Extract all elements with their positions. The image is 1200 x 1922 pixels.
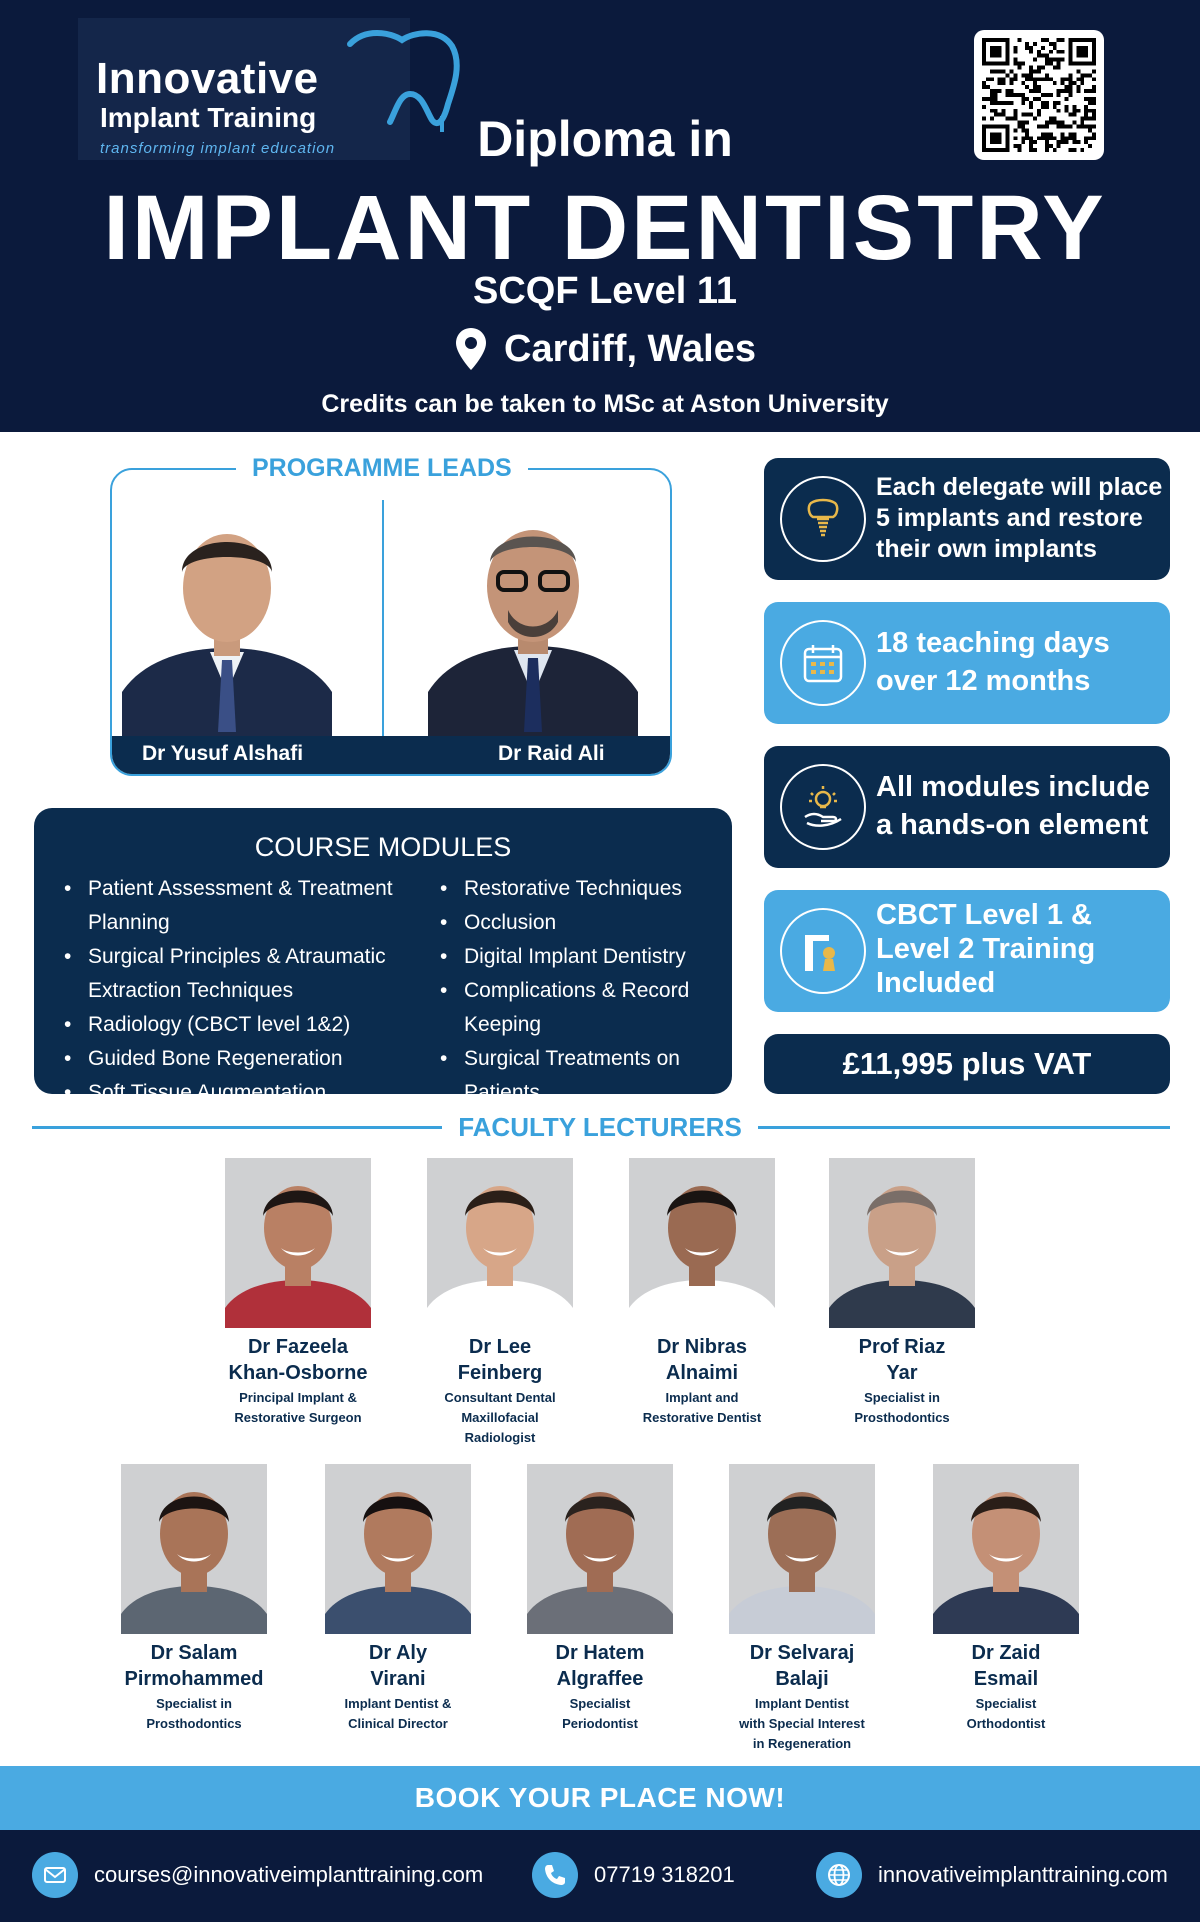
faculty-photo (225, 1158, 371, 1328)
website-contact[interactable] (816, 1852, 1168, 1898)
email-icon (32, 1852, 78, 1898)
phone-contact[interactable] (532, 1852, 735, 1898)
module-item: • Occlusion (440, 911, 557, 934)
credits-note: Credits can be taken to MSc at Aston University (321, 390, 889, 418)
modules-column-1 (54, 872, 424, 1110)
faculty-role: Principal Implant & Restorative Surgeon (234, 1390, 362, 1425)
logo-line-1: Innovative (96, 54, 319, 103)
calendar-icon-circle (780, 620, 866, 706)
feature-text: CBCT Level 1 & Level 2 Training Included (876, 899, 1096, 999)
module-item: • Surgical Treatments on Patients (440, 1047, 680, 1104)
contact-footer (0, 1830, 1200, 1922)
website-text[interactable]: innovativeimplanttraining.com (878, 1862, 1168, 1887)
module-item: • Surgical Principles & Atraumatic (64, 945, 386, 968)
faculty-photo (829, 1158, 975, 1328)
faculty-photo (729, 1464, 875, 1634)
faculty-name: Dr Zaid Esmail (971, 1642, 1041, 1690)
faculty-name: Dr Lee Feinberg (457, 1336, 543, 1384)
faculty-photo (427, 1158, 573, 1328)
diploma-heading: Diploma in (477, 111, 733, 167)
feature-text: 18 teaching days over 12 months (876, 627, 1110, 697)
faculty-role: Implant Dentist with Special Interest in Regeneration (739, 1696, 865, 1751)
faculty-photo (527, 1464, 673, 1634)
faculty-card (622, 1158, 782, 1428)
globe-icon (816, 1852, 862, 1898)
faculty-name: Dr Salam Pirmohammed (124, 1642, 264, 1690)
lead-photo-yusuf (122, 492, 332, 740)
module-item: • Complications & Record Keeping (440, 979, 690, 1036)
location (0, 326, 1200, 372)
faculty-role: Specialist in Prosthodontics (854, 1390, 950, 1425)
faculty-card (420, 1158, 580, 1448)
cbct-scanner-icon (799, 927, 847, 975)
cbct-icon-circle (780, 908, 866, 994)
faculty-name: Dr Selvaraj Balaji (749, 1642, 855, 1690)
email-text[interactable]: courses@innovativeimplanttraining.com (94, 1862, 484, 1887)
faculty-title: FACULTY LECTURERS (458, 1112, 742, 1142)
course-modules-title: COURSE MODULES (254, 832, 512, 862)
logo-line-2: Implant Training (100, 102, 317, 133)
faculty-name: Dr Nibras Alnaimi (656, 1336, 748, 1384)
logo-tagline: transforming implant education (100, 140, 336, 157)
module-item: • Radiology (CBCT level 1&2) (64, 1013, 351, 1036)
leads-divider (382, 500, 384, 750)
module-item: • Patient Assessment & Treatment Planning (64, 877, 393, 934)
module-item-continuation: Extraction Techniques (88, 979, 294, 1002)
faculty-card (114, 1464, 274, 1734)
feature-hands-on (764, 746, 1170, 868)
faculty-card (722, 1464, 882, 1754)
faculty-photo (629, 1158, 775, 1328)
lead-name: Dr Raid Ali (498, 742, 605, 765)
faculty-name: Dr Aly Virani (368, 1642, 428, 1690)
book-now-button[interactable]: BOOK YOUR PLACE NOW! (0, 1766, 1200, 1830)
lightbulb-icon-circle (780, 764, 866, 850)
module-item: • Soft Tissue Augmentation (64, 1081, 327, 1104)
feature-text: Each delegate will place 5 implants and restore their own implants (876, 473, 1163, 563)
faculty-card (218, 1158, 378, 1428)
faculty-divider-right (758, 1126, 1170, 1129)
feature-implants (764, 458, 1170, 580)
programme-leads-panel (110, 468, 672, 776)
lead-photo-raid (428, 492, 638, 740)
course-modules-panel (34, 808, 732, 1104)
faculty-role: Specialist Periodontist (562, 1696, 638, 1731)
price-badge: £11,995 plus VAT (764, 1034, 1170, 1094)
feature-text: All modules include a hands-on element (876, 771, 1150, 841)
faculty-role: Specialist Orthodontist (966, 1696, 1046, 1731)
faculty-card (926, 1464, 1086, 1734)
implant-icon (799, 495, 847, 543)
feature-cbct (764, 890, 1170, 1012)
faculty-card (318, 1464, 478, 1734)
faculty-card (822, 1158, 982, 1428)
faculty-photo (325, 1464, 471, 1634)
lightbulb-hand-icon (799, 783, 847, 831)
header-banner (0, 0, 1200, 432)
faculty-role: Implant and Restorative Dentist (642, 1390, 762, 1425)
module-item: • Restorative Techniques (440, 877, 682, 900)
location-text: Cardiff, Wales (504, 327, 756, 370)
location-pin-icon (454, 326, 488, 372)
faculty-photo (121, 1464, 267, 1634)
modules-column-2 (430, 872, 730, 1110)
lead-name: Dr Yusuf Alshafi (142, 742, 304, 765)
programme-leads-title: PROGRAMME LEADS (236, 454, 528, 483)
faculty-name: Prof Riaz Yar (858, 1336, 946, 1384)
level-heading: SCQF Level 11 (472, 270, 737, 312)
faculty-role: Specialist in Prosthodontics (146, 1696, 242, 1731)
faculty-role: Consultant Dental Maxillofacial Radiologist (444, 1390, 556, 1445)
faculty-role: Implant Dentist & Clinical Director (344, 1696, 452, 1731)
faculty-name: Dr Hatem Algraffee (555, 1642, 645, 1690)
page-title: IMPLANT DENTISTRY (103, 177, 1107, 279)
phone-icon (532, 1852, 578, 1898)
implant-icon-circle (780, 476, 866, 562)
faculty-photo (933, 1464, 1079, 1634)
faculty-card (520, 1464, 680, 1734)
phone-text[interactable]: 07719 318201 (594, 1862, 735, 1887)
calendar-icon (799, 639, 847, 687)
module-item: • Guided Bone Regeneration (64, 1047, 343, 1070)
email-contact[interactable] (32, 1852, 483, 1898)
faculty-name: Dr Fazeela Khan-Osborne (228, 1336, 368, 1384)
faculty-divider-left (32, 1126, 442, 1129)
module-item: • Digital Implant Dentistry (440, 945, 686, 968)
feature-teaching-days (764, 602, 1170, 724)
